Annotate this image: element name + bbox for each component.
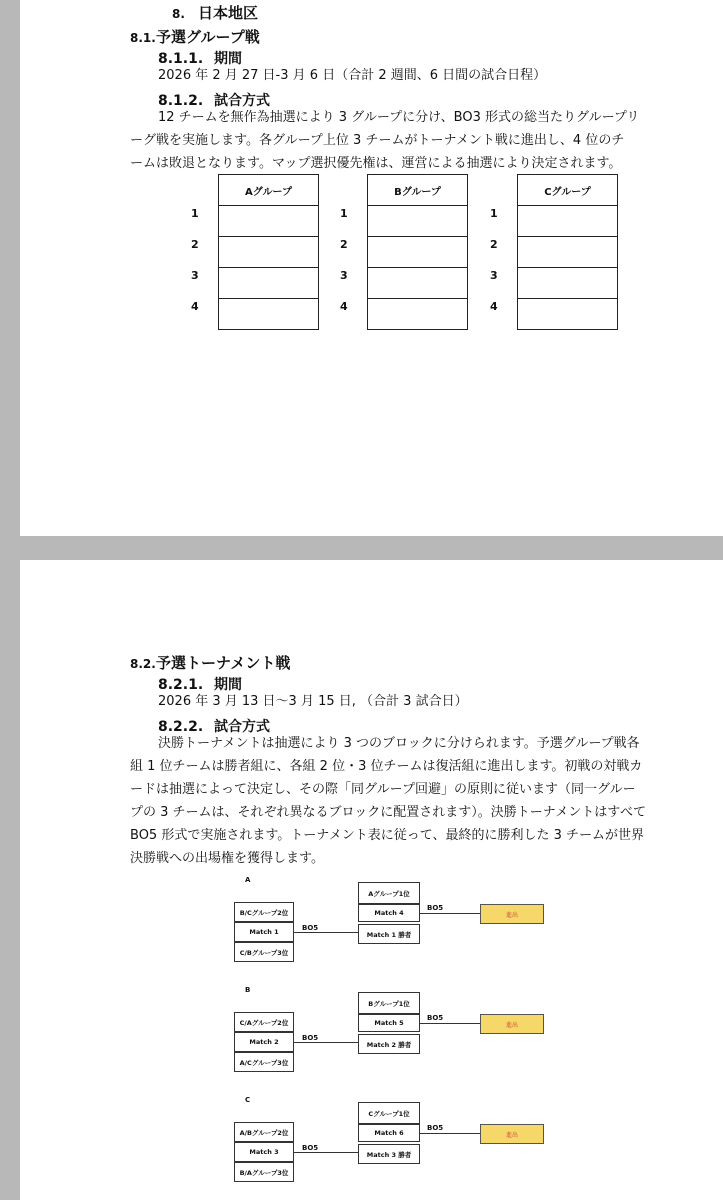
bracket-slot: Match 3 勝者 [358, 1144, 420, 1164]
advance-box: 進出 [480, 1124, 544, 1144]
paragraph-line: プの 3 チームは、それぞれ異なるブロックに配置されます）。決勝トーナメントはすべて [130, 805, 646, 820]
group-cell [219, 206, 318, 237]
rank-number: 4 [340, 300, 348, 313]
group-cell [518, 268, 617, 299]
subsection-heading-8-2: 8.2.予選トーナメント戦 [130, 654, 291, 672]
rank-number: 3 [191, 269, 199, 282]
bracket-label: B [245, 986, 251, 994]
advance-box: 進出 [480, 1014, 544, 1034]
bracket-slot: Aグループ1位 [358, 882, 420, 904]
bracket-slot: C/Bグループ3位 [234, 942, 294, 962]
tournament-paragraph [130, 732, 646, 870]
rules-paragraph [130, 106, 639, 175]
group-header: Cグループ [518, 175, 617, 206]
heading-8-1-2: 8.1.2. 試合方式 [158, 93, 270, 109]
bo-label: BO5 [302, 924, 319, 932]
paragraph-line: 組 1 位チームは勝者組に、各組 2 位・3 位チームは復活組に進出します。初戦の対戦カ [130, 759, 643, 774]
bo-label: BO5 [427, 904, 444, 912]
bracket-match: Match 2 [234, 1032, 294, 1052]
period-text: 2026 年 3 月 13 日〜3 月 15 日, （合計 3 試合日） [158, 694, 468, 709]
paragraph-line: ードは抽選によって決定し、その際「同グループ回避」の原則に従います（同一グルー [130, 782, 636, 797]
group-cell [368, 237, 467, 268]
group-cell [368, 206, 467, 237]
rank-number: 1 [191, 207, 199, 220]
group-cell [368, 268, 467, 299]
bo-label: BO5 [302, 1034, 319, 1042]
paragraph-line: 決勝トーナメントは抽選により 3 つのブロックに分けられます。予選グループ戦各 [158, 736, 640, 751]
group-cell [518, 237, 617, 268]
bracket-line [420, 1133, 480, 1134]
rank-number: 3 [340, 269, 348, 282]
group-header: Bグループ [368, 175, 467, 206]
heading-8-1-1: 8.1.1. 期間 [158, 51, 242, 67]
heading-8-2-1: 8.2.1. 期間 [158, 677, 242, 693]
group-header: Aグループ [219, 175, 318, 206]
group-cell [219, 237, 318, 268]
bracket-line [294, 932, 358, 933]
bracket-match: Match 4 [358, 904, 420, 922]
bracket-slot: Match 2 勝者 [358, 1034, 420, 1054]
advance-box: 進出 [480, 904, 544, 924]
bo-label: BO5 [427, 1014, 444, 1022]
bracket-match: Match 1 [234, 922, 294, 942]
section-heading: 8. 日本地区 [172, 4, 259, 22]
rank-number: 2 [191, 238, 199, 251]
period-text: 2026 年 2 月 27 日-3 月 6 日（合計 2 週間、6 日間の試合日程） [158, 68, 547, 83]
bracket-slot: B/Cグループ2位 [234, 902, 294, 922]
bo-label: BO5 [427, 1124, 444, 1132]
bracket-line [420, 1023, 480, 1024]
bracket-label: C [245, 1096, 251, 1104]
bracket-line [294, 1152, 358, 1153]
subsection-heading-8-1: 8.1.予選グループ戦 [130, 28, 260, 46]
group-cell [219, 299, 318, 329]
document-page-2 [20, 560, 723, 1200]
bracket-slot: A/Bグループ2位 [234, 1122, 294, 1142]
rank-number: 3 [490, 269, 498, 282]
bracket-match: Match 6 [358, 1124, 420, 1142]
bracket-slot: Match 1 勝者 [358, 924, 420, 944]
group-cell [368, 299, 467, 329]
bracket-match: Match 5 [358, 1014, 420, 1032]
bracket-line [294, 1042, 358, 1043]
bracket-slot: Cグループ1位 [358, 1102, 420, 1124]
rank-number: 1 [340, 207, 348, 220]
bracket-slot: Bグループ1位 [358, 992, 420, 1014]
paragraph-line: 12 チームを無作為抽選により 3 グループに分け、BO3 形式の総当たりグループリ [158, 110, 640, 125]
bracket-line [420, 913, 480, 914]
group-table-b [367, 174, 468, 330]
bo-label: BO5 [302, 1144, 319, 1152]
bracket-slot: C/Aグループ2位 [234, 1012, 294, 1032]
rank-number: 2 [340, 238, 348, 251]
paragraph-line: BO5 形式で実施されます。トーナメント表に従って、最終的に勝利した 3 チームが世界 [130, 828, 645, 843]
heading-8-2-2: 8.2.2. 試合方式 [158, 719, 270, 735]
group-table-c [517, 174, 618, 330]
rank-number: 4 [191, 300, 199, 313]
bracket-slot: B/Aグループ3位 [234, 1162, 294, 1182]
paragraph-line: 決勝戦への出場権を獲得します。 [130, 851, 324, 866]
bracket-label: A [245, 876, 251, 884]
paragraph-line: ーグ戦を実施します。各グループ上位 3 チームがトーナメント戦に進出し、4 位のチ [130, 133, 625, 148]
group-cell [518, 206, 617, 237]
group-cell [518, 299, 617, 329]
paragraph-line: ームは敗退となります。マップ選択優先権は、運営による抽選により決定されます。 [130, 156, 622, 171]
bracket-match: Match 3 [234, 1142, 294, 1162]
group-cell [219, 268, 318, 299]
rank-number: 4 [490, 300, 498, 313]
group-table-a [218, 174, 319, 330]
rank-number: 1 [490, 207, 498, 220]
rank-number: 2 [490, 238, 498, 251]
document-page-1 [20, 0, 723, 536]
bracket-slot: A/Cグループ3位 [234, 1052, 294, 1072]
